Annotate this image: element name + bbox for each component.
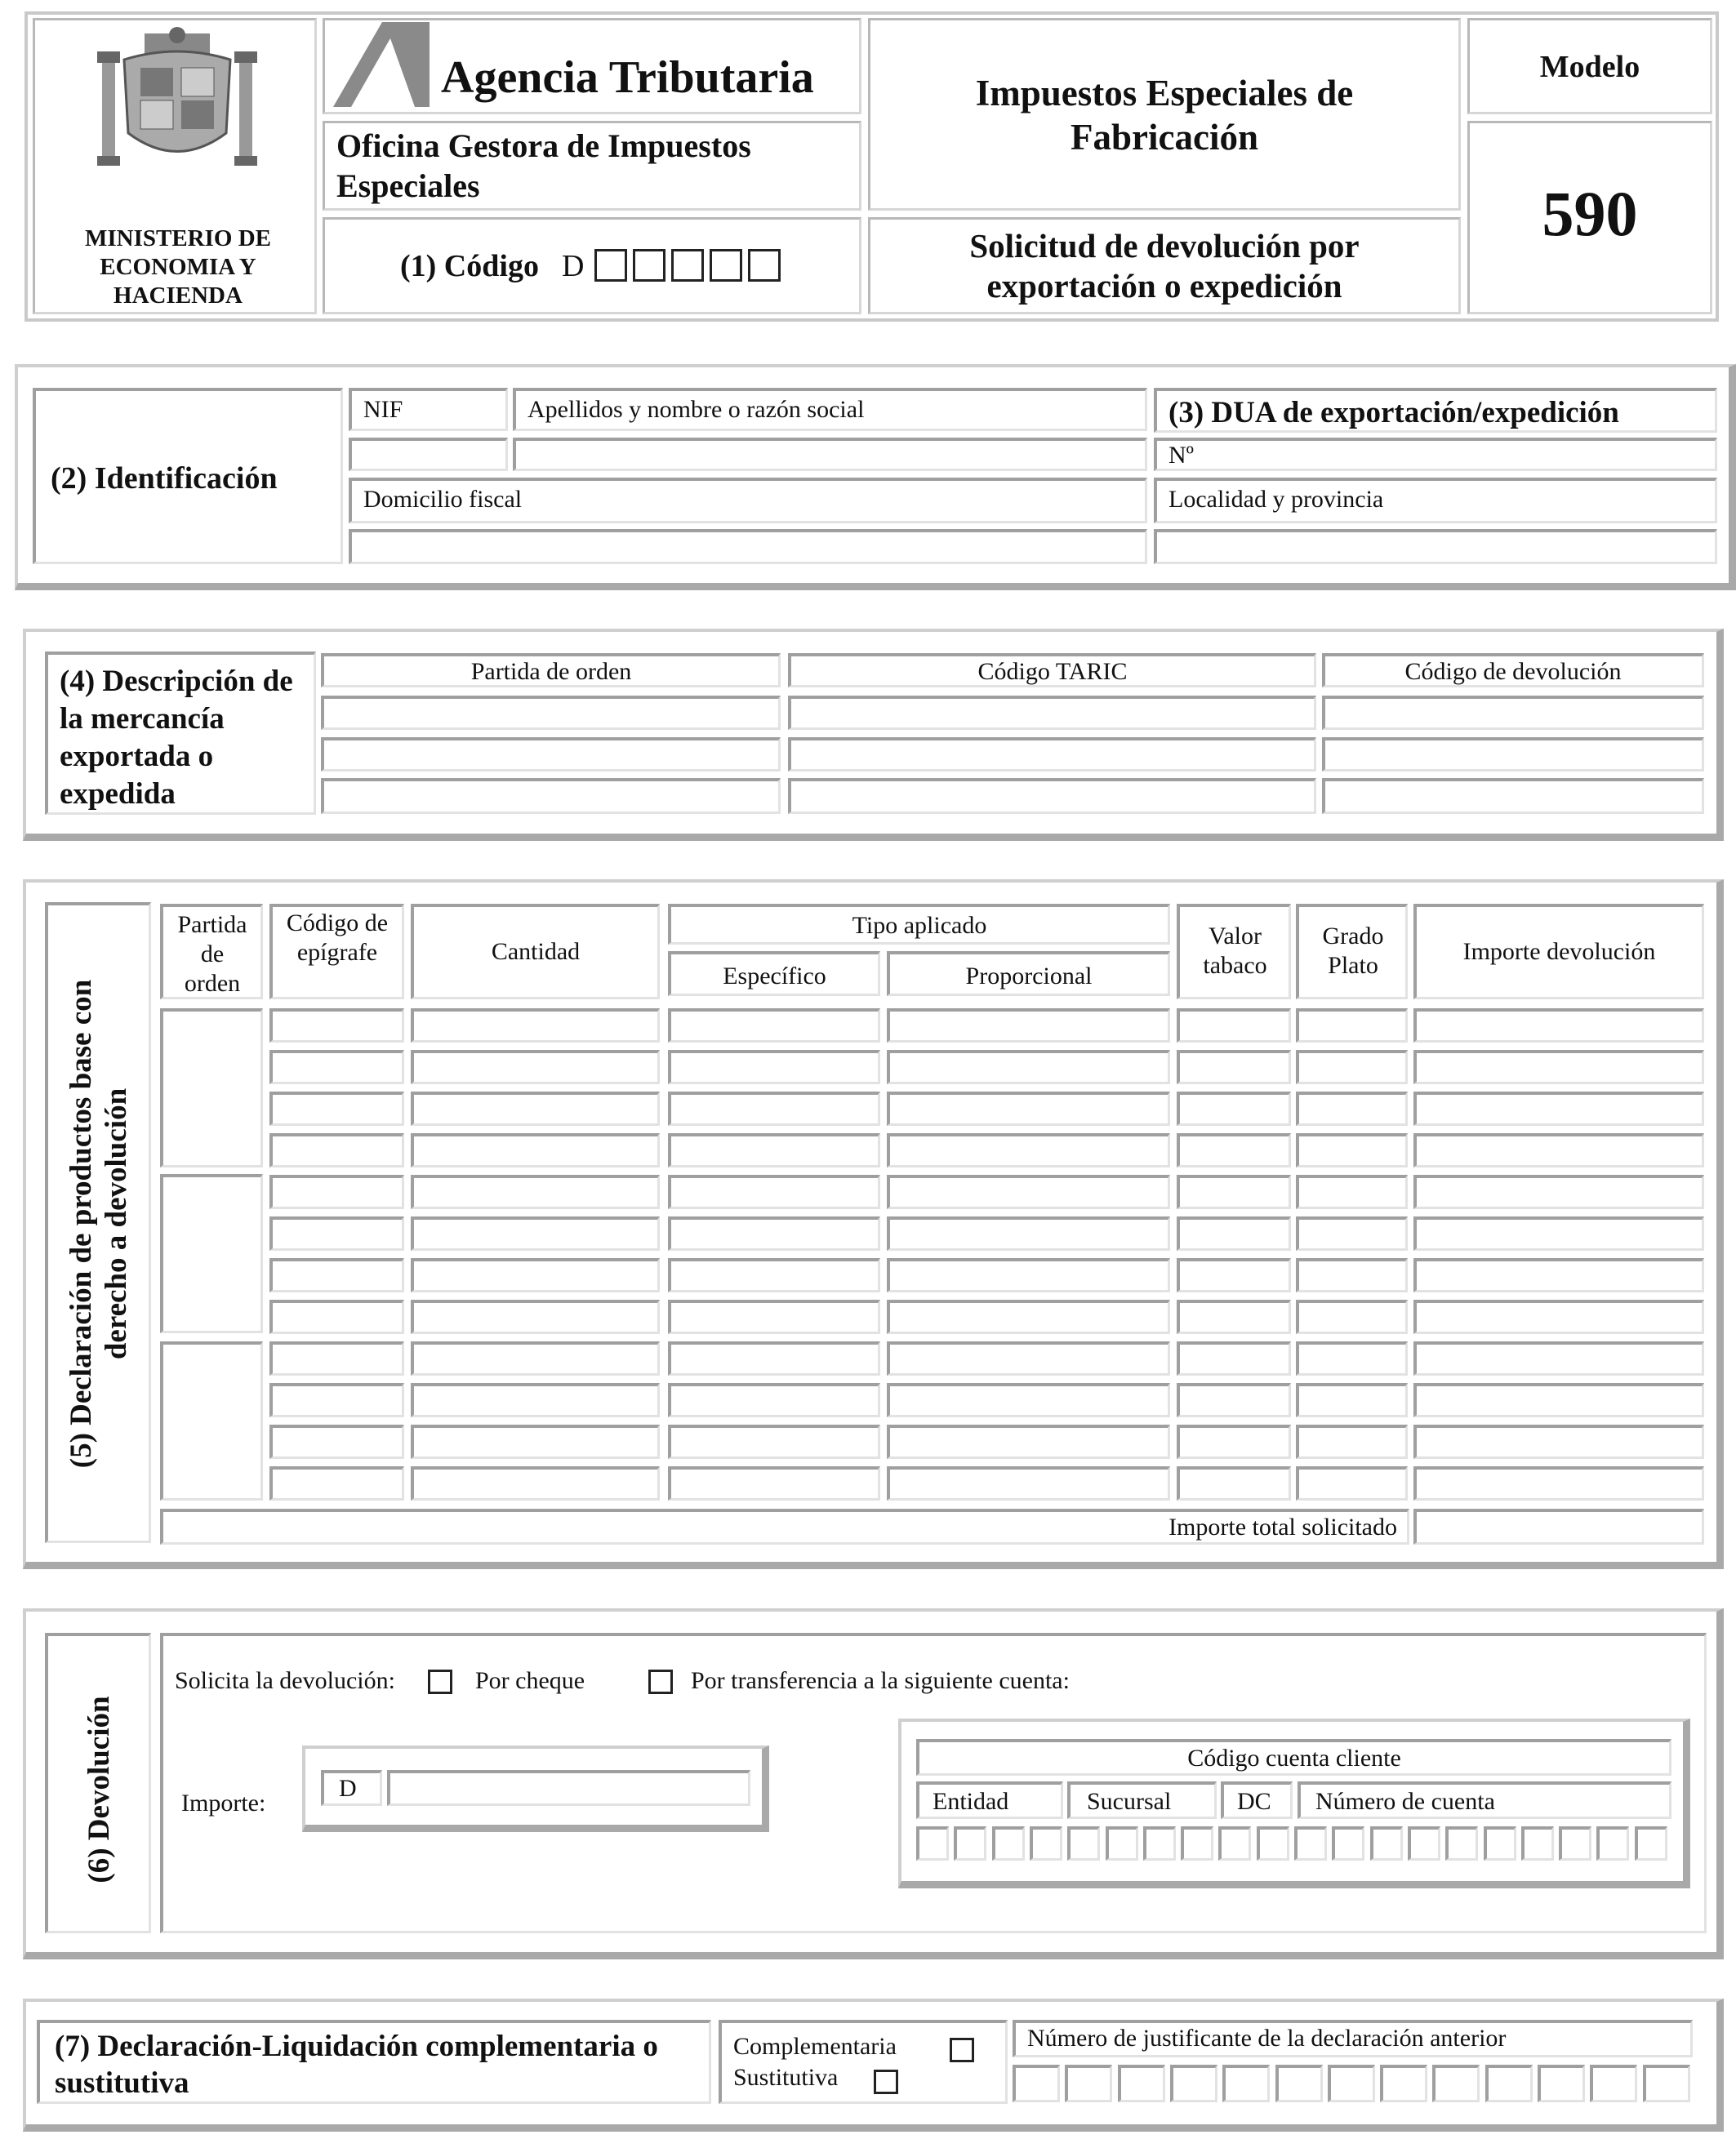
partida-group-3[interactable]: [160, 1341, 263, 1501]
office-cell: [323, 121, 861, 211]
modelo-number-cell: [1467, 121, 1712, 314]
ccc-digit-box[interactable]: [1521, 1826, 1554, 1861]
declaracion-field[interactable]: [887, 1092, 1170, 1126]
ccc-digit-box[interactable]: [1332, 1826, 1364, 1861]
domicilio-field[interactable]: [349, 529, 1147, 564]
declaracion-field[interactable]: [411, 1425, 660, 1459]
justificante-digit-box[interactable]: [1643, 2065, 1690, 2102]
declaracion-field[interactable]: [668, 1300, 880, 1334]
declaracion-field[interactable]: [887, 1383, 1170, 1417]
complementaria-label: Complementaria: [733, 2033, 897, 2060]
declaracion-field[interactable]: [668, 1216, 880, 1251]
domicilio-label: Domicilio fiscal: [363, 486, 523, 513]
declaracion-field[interactable]: [1413, 1008, 1704, 1043]
descripcion-field[interactable]: [321, 737, 781, 772]
declaracion-field[interactable]: [1413, 1175, 1704, 1209]
declaracion-field[interactable]: [1177, 1425, 1291, 1459]
domicilio-cell: [349, 478, 1147, 523]
ccc-title: Código cuenta cliente: [1187, 1745, 1401, 1772]
declaracion-field[interactable]: [1296, 1008, 1408, 1043]
declaracion-field[interactable]: [269, 1092, 404, 1126]
declaracion-field[interactable]: [1296, 1175, 1408, 1209]
declaracion-field[interactable]: [411, 1466, 660, 1501]
descripcion-field[interactable]: [788, 696, 1316, 730]
justificante-digit-box[interactable]: [1118, 2065, 1165, 2102]
header-tipo: Tipo aplicado: [668, 904, 1170, 945]
declaracion-field[interactable]: [668, 1092, 880, 1126]
ccc-digit-box[interactable]: [954, 1826, 986, 1861]
transferencia-checkbox[interactable]: [648, 1670, 673, 1694]
justificante-digit-box[interactable]: [1013, 2065, 1060, 2102]
importe-prefix-cell: [321, 1770, 382, 1806]
ccc-digit-box[interactable]: [992, 1826, 1025, 1861]
ccc-digit-box[interactable]: [1143, 1826, 1176, 1861]
declaracion-field[interactable]: [411, 1092, 660, 1126]
declaracion-field[interactable]: [1413, 1092, 1704, 1126]
declaracion-field[interactable]: [668, 1008, 880, 1043]
nif-label: NIF: [363, 396, 403, 423]
ccc-digit-box[interactable]: [1106, 1826, 1138, 1861]
descripcion-title: (4) Descripción de la mercancía exportada o expedida: [60, 665, 293, 811]
ccc-digit-box[interactable]: [1408, 1826, 1440, 1861]
transferencia-label: Por transferencia a la siguiente cuenta:: [691, 1667, 1070, 1694]
justificante-digit-box[interactable]: [1380, 2065, 1427, 2102]
name-field[interactable]: [513, 438, 1147, 471]
declaracion-field[interactable]: [1177, 1133, 1291, 1167]
complementaria-checkbox[interactable]: [950, 2038, 974, 2062]
devolucion-title: (6) Devolución: [82, 1696, 116, 1883]
declaracion-field[interactable]: [1296, 1383, 1408, 1417]
justificante-digit-box[interactable]: [1275, 2065, 1323, 2102]
header-cantidad: Cantidad: [411, 904, 660, 999]
coat-of-arms-icon: [96, 27, 259, 182]
nif-field[interactable]: [349, 438, 508, 471]
descripcion-field[interactable]: [1322, 778, 1704, 814]
declaracion-field[interactable]: [887, 1133, 1170, 1167]
ministry-name: MINISTERIO DE ECONOMIA Y HACIENDA: [84, 225, 272, 309]
declaracion-field[interactable]: [411, 1050, 660, 1084]
title-cell: [868, 18, 1461, 211]
declaracion-field[interactable]: [411, 1341, 660, 1376]
localidad-cell: [1154, 478, 1717, 523]
ccc-title-cell: [916, 1739, 1671, 1776]
declaracion-field[interactable]: [1177, 1050, 1291, 1084]
declaracion-field[interactable]: [668, 1133, 880, 1167]
descripcion-field[interactable]: [788, 778, 1316, 814]
declaracion-field[interactable]: [269, 1383, 404, 1417]
declaracion-field[interactable]: [269, 1258, 404, 1292]
declaracion-field[interactable]: [1177, 1466, 1291, 1501]
agency-name: Agencia Tributaria: [441, 52, 814, 103]
codigo-box-4[interactable]: [710, 249, 742, 282]
importe-field[interactable]: [387, 1770, 750, 1806]
declaracion-field[interactable]: [269, 1425, 404, 1459]
declaracion-field[interactable]: [1177, 1175, 1291, 1209]
dua-numero-label: Nº: [1168, 442, 1194, 469]
declaracion-field[interactable]: [269, 1175, 404, 1209]
declaracion-field[interactable]: [1177, 1341, 1291, 1376]
sucursal-cell: Sucursal: [1067, 1781, 1217, 1819]
agency-logo-icon: [333, 22, 430, 107]
declaracion-field[interactable]: [1413, 1425, 1704, 1459]
descripcion-field[interactable]: [321, 696, 781, 730]
localidad-field[interactable]: [1154, 529, 1717, 564]
ccc-digit-box[interactable]: [916, 1826, 949, 1861]
name-label: Apellidos y nombre o razón social: [527, 396, 865, 423]
declaracion-field[interactable]: [1413, 1050, 1704, 1084]
header-importe: Importe devolución: [1413, 904, 1704, 999]
solicita-label: Solicita la devolución:: [175, 1667, 395, 1694]
declaracion-field[interactable]: [411, 1216, 660, 1251]
header-codigo: Código de epígrafe: [269, 904, 404, 999]
complementaria-title: (7) Declaración-Liquidación complementaria o sustitutiva: [55, 2030, 658, 2101]
ccc-digit-box[interactable]: [1257, 1826, 1289, 1861]
form-title: Impuestos Especiales de Fabricación: [975, 73, 1354, 158]
total-field[interactable]: [1413, 1509, 1704, 1545]
header-especifico: Específico: [668, 951, 880, 996]
ccc-digit-box[interactable]: [1484, 1826, 1516, 1861]
form-subtitle: Solicitud de devolución por exportación o expedición: [969, 227, 1360, 305]
ccc-digit-box[interactable]: [1030, 1826, 1062, 1861]
justificante-digit-box[interactable]: [1170, 2065, 1217, 2102]
declaracion-field[interactable]: [668, 1383, 880, 1417]
declaracion-field[interactable]: [1296, 1425, 1408, 1459]
partida-group-2[interactable]: [160, 1174, 263, 1333]
declaracion-field[interactable]: [887, 1425, 1170, 1459]
justificante-digit-box[interactable]: [1328, 2065, 1375, 2102]
descripcion-taric-label: Código TARIC: [977, 658, 1128, 685]
cuenta-cell: Número de cuenta: [1298, 1781, 1671, 1819]
declaracion-field[interactable]: [411, 1175, 660, 1209]
declaracion-field[interactable]: [1413, 1258, 1704, 1292]
declaracion-field[interactable]: [269, 1341, 404, 1376]
declaracion-field[interactable]: [1296, 1092, 1408, 1126]
declaracion-field[interactable]: [887, 1008, 1170, 1043]
codigo-box-5[interactable]: [748, 249, 781, 282]
declaracion-field[interactable]: [411, 1258, 660, 1292]
codigo-box-2[interactable]: [633, 249, 665, 282]
declaracion-field[interactable]: [1413, 1300, 1704, 1334]
descripcion-field[interactable]: [1322, 737, 1704, 772]
agency-cell: [323, 18, 861, 114]
declaracion-field[interactable]: [1177, 1383, 1291, 1417]
ccc-digit-box[interactable]: [1370, 1826, 1403, 1861]
declaracion-field[interactable]: [887, 1341, 1170, 1376]
codigo-prefix: D: [562, 249, 585, 283]
ccc-digit-box[interactable]: [1445, 1826, 1478, 1861]
declaracion-field[interactable]: [411, 1133, 660, 1167]
declaracion-field[interactable]: [1296, 1258, 1408, 1292]
importe-label: Importe:: [181, 1790, 266, 1817]
justificante-digit-box[interactable]: [1485, 2065, 1533, 2102]
declaracion-field[interactable]: [887, 1258, 1170, 1292]
declaracion-field[interactable]: [1177, 1092, 1291, 1126]
declaracion-field[interactable]: [269, 1133, 404, 1167]
total-label: Importe total solicitado: [1168, 1514, 1397, 1541]
modelo-label-cell: [1467, 18, 1712, 114]
declaracion-title-cell: [45, 902, 151, 1543]
descripcion-devolucion-label: Código de devolución: [1404, 658, 1622, 685]
declaracion-field[interactable]: [1177, 1258, 1291, 1292]
declaracion-field[interactable]: [668, 1050, 880, 1084]
declaracion-field[interactable]: [269, 1050, 404, 1084]
ccc-digit-box[interactable]: [1596, 1826, 1629, 1861]
header-proporcional: Proporcional: [887, 951, 1170, 996]
partida-group-1[interactable]: [160, 1008, 263, 1167]
office-name: Oficina Gestora de Impuestos Especiales: [336, 127, 751, 204]
modelo-number: 590: [1542, 178, 1638, 249]
justificante-cell: [1013, 2020, 1693, 2057]
declaracion-field[interactable]: [1413, 1133, 1704, 1167]
cheque-label: Por cheque: [475, 1667, 585, 1694]
complementaria-title-cell: [37, 2020, 711, 2104]
localidad-label: Localidad y provincia: [1168, 486, 1384, 513]
ccc-digit-box[interactable]: [1559, 1826, 1591, 1861]
declaracion-field[interactable]: [668, 1466, 880, 1501]
declaracion-field[interactable]: [1413, 1383, 1704, 1417]
declaracion-field[interactable]: [1413, 1341, 1704, 1376]
declaracion-field[interactable]: [1413, 1216, 1704, 1251]
declaracion-field[interactable]: [668, 1341, 880, 1376]
descripcion-partida-label: Partida de orden: [470, 658, 632, 685]
declaracion-field[interactable]: [1296, 1341, 1408, 1376]
ccc-digit-box[interactable]: [1067, 1826, 1100, 1861]
total-label-cell: [160, 1509, 1409, 1545]
subtitle-cell: [868, 217, 1461, 314]
declaracion-field[interactable]: [1413, 1466, 1704, 1501]
descripcion-col-partida: [321, 653, 781, 687]
declaracion-field[interactable]: [1177, 1008, 1291, 1043]
codigo-box-3[interactable]: [671, 249, 704, 282]
codigo-label: (1) Código: [400, 249, 539, 283]
declaracion-field[interactable]: [1296, 1300, 1408, 1334]
ministry-cell: [33, 18, 317, 314]
descripcion-col-devolucion: [1322, 653, 1704, 687]
ccc-digit-box[interactable]: [1635, 1826, 1667, 1861]
justificante-label: Número de justificante de la declaración anterior: [1027, 2025, 1507, 2052]
dua-numero-cell[interactable]: [1154, 438, 1717, 471]
declaracion-field[interactable]: [411, 1008, 660, 1043]
declaracion-field[interactable]: [269, 1300, 404, 1334]
cheque-checkbox[interactable]: [428, 1670, 452, 1694]
declaracion-field[interactable]: [887, 1300, 1170, 1334]
declaracion-field[interactable]: [411, 1300, 660, 1334]
descripcion-field[interactable]: [1322, 696, 1704, 730]
declaracion-field[interactable]: [269, 1466, 404, 1501]
devolucion-title-cell: [45, 1633, 151, 1933]
entidad-cell: Entidad: [916, 1781, 1063, 1819]
justificante-digit-box[interactable]: [1590, 2065, 1637, 2102]
dua-title-cell: [1154, 388, 1717, 433]
descripcion-field[interactable]: [321, 778, 781, 814]
declaracion-field[interactable]: [887, 1175, 1170, 1209]
declaracion-field[interactable]: [887, 1216, 1170, 1251]
declaracion-field[interactable]: [269, 1008, 404, 1043]
header-grado: Grado Plato: [1296, 904, 1408, 999]
modelo-label: Modelo: [1539, 50, 1640, 84]
declaracion-field[interactable]: [1296, 1050, 1408, 1084]
declaracion-field[interactable]: [668, 1175, 880, 1209]
declaracion-field[interactable]: [269, 1216, 404, 1251]
identificacion-title-cell: [33, 388, 343, 564]
declaracion-field[interactable]: [887, 1466, 1170, 1501]
header-partida: Partida de orden: [160, 904, 263, 999]
dua-title: (3) DUA de exportación/expedición: [1168, 396, 1619, 429]
identificacion-title: (2) Identificación: [51, 461, 278, 496]
descripcion-field[interactable]: [788, 737, 1316, 772]
justificante-digit-box[interactable]: [1432, 2065, 1480, 2102]
sustitutiva-label: Sustitutiva: [733, 2064, 839, 2091]
justificante-digit-box[interactable]: [1065, 2065, 1112, 2102]
header-valor: Valor tabaco: [1177, 904, 1291, 999]
declaracion-field[interactable]: [668, 1258, 880, 1292]
sustitutiva-checkbox[interactable]: [874, 2070, 898, 2094]
codigo-box-1[interactable]: [594, 249, 627, 282]
nif-cell: [349, 388, 508, 431]
declaracion-title: (5) Declaración de productos base con derecho a devolución: [65, 979, 133, 1469]
declaracion-field[interactable]: [1177, 1216, 1291, 1251]
codigo-cell: [323, 217, 861, 314]
declaracion-field[interactable]: [668, 1425, 880, 1459]
ccc-digit-box[interactable]: [1218, 1826, 1251, 1861]
name-cell: [513, 388, 1147, 431]
descripcion-col-taric: [788, 653, 1316, 687]
declaracion-field[interactable]: [1296, 1133, 1408, 1167]
declaracion-field[interactable]: [1296, 1466, 1408, 1501]
declaracion-field[interactable]: [1177, 1300, 1291, 1334]
justificante-digit-box[interactable]: [1222, 2065, 1270, 2102]
importe-prefix: D: [339, 1775, 357, 1802]
declaracion-field[interactable]: [1296, 1216, 1408, 1251]
ccc-digit-box[interactable]: [1294, 1826, 1327, 1861]
ccc-digit-box[interactable]: [1181, 1826, 1213, 1861]
dc-cell: DC: [1221, 1781, 1293, 1819]
justificante-digit-box[interactable]: [1538, 2065, 1585, 2102]
descripcion-title-cell: [45, 652, 316, 815]
declaracion-field[interactable]: [887, 1050, 1170, 1084]
declaracion-field[interactable]: [411, 1383, 660, 1417]
